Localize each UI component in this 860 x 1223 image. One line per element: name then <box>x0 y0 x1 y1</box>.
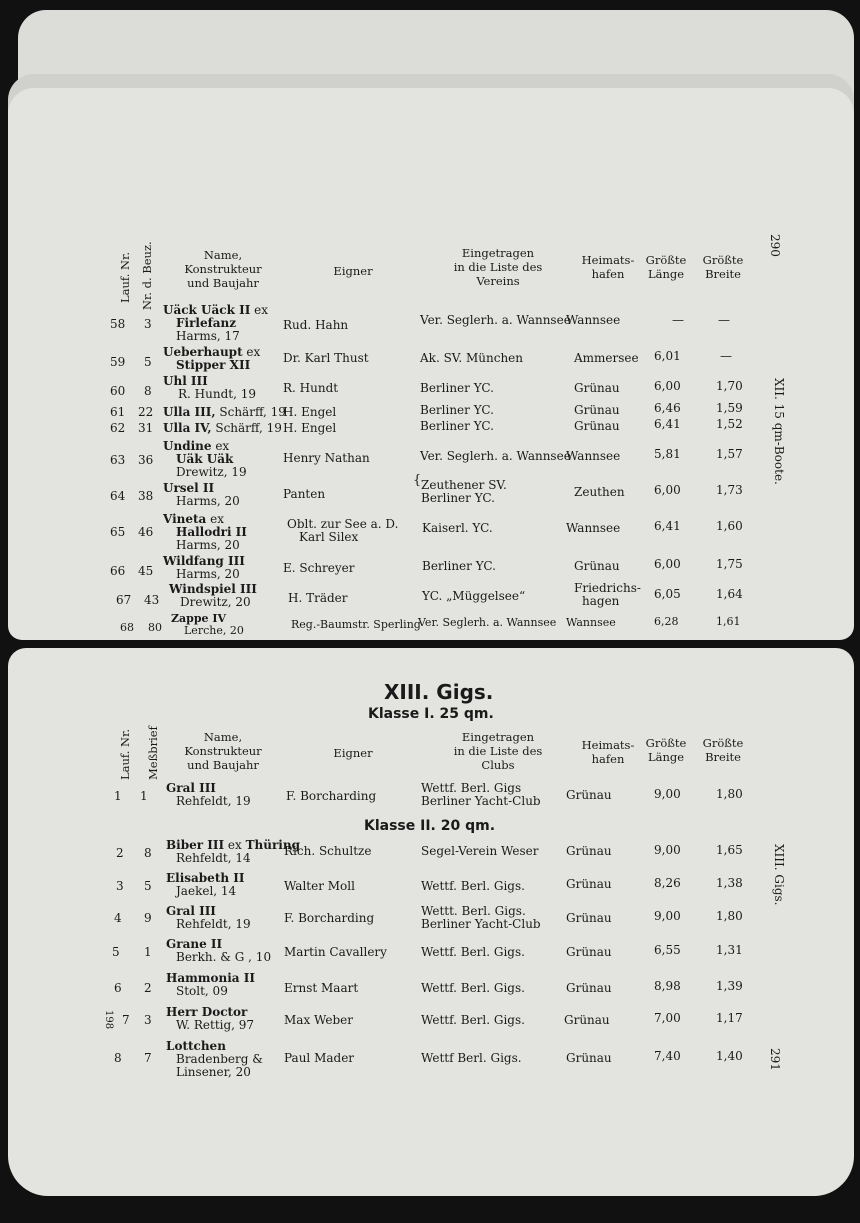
brace: { <box>413 473 422 488</box>
header-heimatshafen: Heimats- hafen <box>581 253 635 281</box>
page-number: 290 <box>768 234 782 257</box>
header-laenge: Größte Länge <box>645 736 687 764</box>
header-breite: Größte Breite <box>702 736 744 764</box>
header-laenge: Größte Länge <box>645 253 687 281</box>
header-eingetragen: Eingetragen in die Liste des Clubs <box>453 730 543 772</box>
header-eigner: Eigner <box>333 264 373 278</box>
header-nr-beuz: Nr. d. Beuz. <box>140 241 154 310</box>
header-lauf-nr: Lauf. Nr. <box>118 251 132 303</box>
page-number: 291 <box>768 1048 782 1071</box>
bottom-page: XIII. Gigs. Klasse I. 25 qm. Lauf. Nr. Meßbrief Name, Konstrukteur und Baujahr Eigner Eingetragen in die Liste des Clubs Heimats- hafen Größte Länge Größte Breite 1 1 Gral III Rehfeldt, 19 F. Borcharding Wettf. Berl. Gigs Berliner Yacht-Club Grünau 9,00 1,80 Klasse II. 20 qm. 2 8 Biber III ex Thüring Rehfeldt, 14 Rich. Schultze Segel-Verein Weser Grünau 9,00 1,65 3 5 Elisabeth II Jaekel, 14 Walter Moll Wettf. Berl. Gigs. Grünau 8,26 1,38 4 9 Gral III Rehfeldt, 19 F. Borcharding Wettt. Berl. Gigs. Berliner Yacht-Club Grünau 9,00 1,80 5 1 Grane II Berkh. & G , 10 Martin Cavallery Wettf. Berl. Gigs. Grünau 6,55 1,31 6 2 Hammonia II Stolt, 09 Ernst Maart Wettf. Berl. Gigs. Grünau 8,98 1,39 198 7 3 Herr Doctor W. Rettig, 97 Max Weber Wettf. Berl. Gigs. Grünau 7,00 1,17 8 7 Lottchen Bradenberg & Linsener, 20 Paul Mader Wettf Berl. Gigs. Grünau 7,40 1,40 XIII. Gigs. 291 <box>8 648 854 1196</box>
header-eingetragen: Eingetragen in die Liste des Vereins <box>453 246 543 288</box>
class-2-heading: Klasse II. 20 qm. <box>364 818 496 834</box>
section-title: XIII. Gigs. <box>384 680 494 704</box>
header-heimatshafen: Heimats- hafen <box>581 738 635 766</box>
header-name: Name, Konstrukteur und Baujahr <box>184 248 262 290</box>
header-breite: Größte Breite <box>702 253 744 281</box>
side-title: XIII. Gigs. <box>772 844 786 906</box>
header-eigner: Eigner <box>333 746 373 760</box>
margin-note: 198 <box>103 1010 114 1030</box>
header-lauf-nr: Lauf. Nr. <box>118 728 132 780</box>
class-1-heading: Klasse I. 25 qm. <box>368 706 494 722</box>
top-page: Lauf. Nr. Nr. d. Beuz. Name, Konstrukteur und Baujahr Eigner Eingetragen in die Liste des Vereins Heimats- hafen Größte Länge Größte Breite 290 XII. 15 qm-Boote. 58 3 Uäck Uäck II ex Firlefanz Harms, 17 Rud. Hahn Ver. Seglerh. a. Wannsee Wannsee — — 59 5 Ueberhaupt ex Stipper XII Dr. Karl Thust Ak. SV. München Ammersee 6,01 — 60 8 Uhl III R. Hundt, 19 R. Hundt Berliner YC. Grünau 6,00 1,70 61 22 Ulla III, Schärff, 19 H. Engel Berliner YC. Grünau 6,46 1,59 62 31 Ulla IV, Schärff, 19 H. Engel Berliner YC. Grünau 6,41 1,52 63 36 Undine ex Uäk Uäk Drewitz, 19 Henry Nathan Ver. Seglerh. a. Wannsee Wannsee 5,81 1,57 64 38 Ursel II Harms, 20 Panten { Zeuthener SV. Berliner YC. Zeuthen 6,00 1,73 65 46 Vineta ex Hallodri II Harms, 20 Oblt. zur See a. D. Karl Silex Kaiserl. YC. Wannsee 6,41 1,60 66 45 Wildfang III Harms, 20 E. Schreyer Berliner YC. Grünau 6,00 1,75 67 43 Windspiel III Drewitz, 20 H. Träder YC. „Müggelsee“ Friedrichs- hagen 6,05 1,64 68 80 Zappe IV Lerche, 20 Reg.-Baumstr. Sperling Ver. Seglerh. a. Wannsee Wannsee 6,28 1,61 <box>8 88 854 640</box>
header-messbrief: Meßbrief <box>146 726 160 780</box>
side-title: XII. 15 qm-Boote. <box>772 378 786 485</box>
header-name: Name, Konstrukteur und Baujahr <box>184 730 262 772</box>
